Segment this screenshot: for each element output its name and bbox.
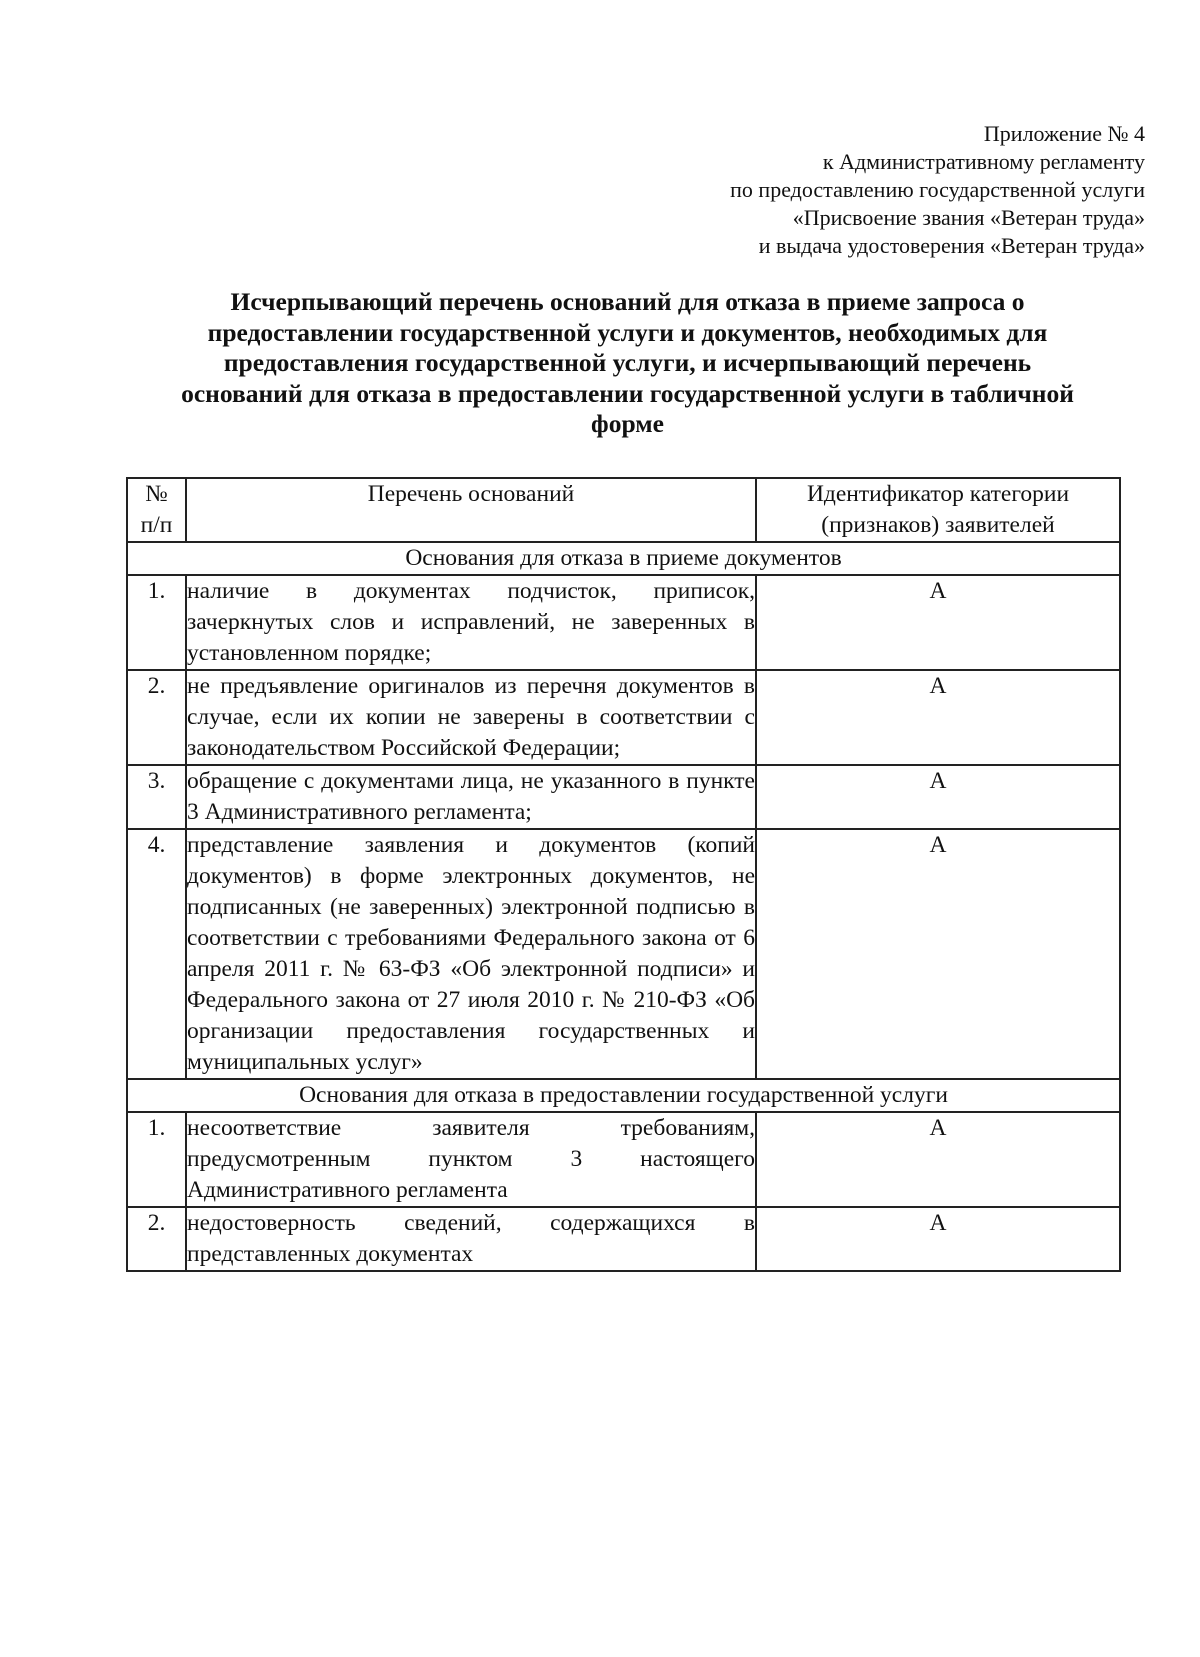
document-title [140,287,1115,440]
section-title: Основания для отказа в приеме документов [127,542,1120,575]
table-row [127,765,1120,829]
row-identifier: А [756,670,1120,765]
appendix-number: Приложение № 4 [983,121,1145,146]
appendix-reference-line: по предоставлению государственной услуги [730,177,1145,202]
row-grounds-text: недостоверность сведений, содержащихся в представленных документах [186,1207,756,1271]
row-number: 1. [127,1112,186,1207]
table-row [127,1112,1120,1207]
column-header-identifier-line: Идентификатор категории [806,481,1070,507]
row-grounds-text: наличие в документах подчисток, приписок, зачеркнутых слов и исправлений, не заверенных в установленном порядке; [186,575,756,670]
section-row [127,542,1120,575]
title-line: Исчерпывающий перечень оснований для отказа в приеме запроса о [230,287,1025,316]
table-row [127,829,1120,1079]
column-header-number-line: № [145,481,168,507]
row-grounds-text: обращение с документами лица, не указанного в пункте 3 Административного регламента; [186,765,756,829]
appendix-reference-line: «Присвоение звания «Ветеран труда» [792,205,1145,230]
column-header-number-line: п/п [140,512,173,538]
title-line: предоставления государственной услуги, и исчерпывающий перечень [223,348,1032,377]
row-identifier: А [756,829,1120,1079]
table-row [127,1207,1120,1271]
row-identifier: А [756,1112,1120,1207]
table-header-row [127,478,1120,542]
column-header-identifier [756,478,1120,542]
appendix-reference-line: и выдача удостоверения «Ветеран труда» [758,233,1145,258]
row-identifier: А [756,1207,1120,1271]
section-title: Основания для отказа в предоставлении государственной услуги [127,1079,1120,1112]
row-number: 2. [127,1207,186,1271]
column-header-identifier-line: (признаков) заявителей [821,512,1055,538]
row-grounds-text: не предъявление оригиналов из перечня документов в случае, если их копии не заверены в соответствии с законодательством Российской Федерации; [186,670,756,765]
title-line: оснований для отказа в предоставлении государственной услуги в табличной [181,378,1074,408]
row-identifier: А [756,765,1120,829]
row-grounds-text: несоответствие заявителя требованиям, предусмотренным пунктом 3 настоящего Административного регламента [186,1112,756,1207]
table-row [127,575,1120,670]
title-line: форме [591,409,664,438]
column-header-number [127,478,186,542]
title-line: предоставлении государственной услуги и документов, необходимых для [207,317,1048,347]
section-row [127,1079,1120,1112]
row-number: 2. [127,670,186,765]
row-number: 4. [127,829,186,1079]
row-grounds-text: представление заявления и документов (копий документов) в форме электронных документов, не подписанных (не заверенных) электронной подписью в соответствии с требованиями Федерального закона от 6 апреля 2011 г. № 63-ФЗ «Об электронной подписи» и Федерального закона от 27 июля 2010 г. № 210-ФЗ «Об организации предоставления государственных и муниципальных услуг» [186,829,756,1079]
appendix-reference-line: к Административному регламенту [822,149,1145,174]
table-row [127,670,1120,765]
row-number: 3. [127,765,186,829]
row-number: 1. [127,575,186,670]
appendix-header [730,120,1145,260]
column-header-grounds: Перечень оснований [186,478,756,542]
row-identifier: А [756,575,1120,670]
grounds-table [126,477,1121,1272]
